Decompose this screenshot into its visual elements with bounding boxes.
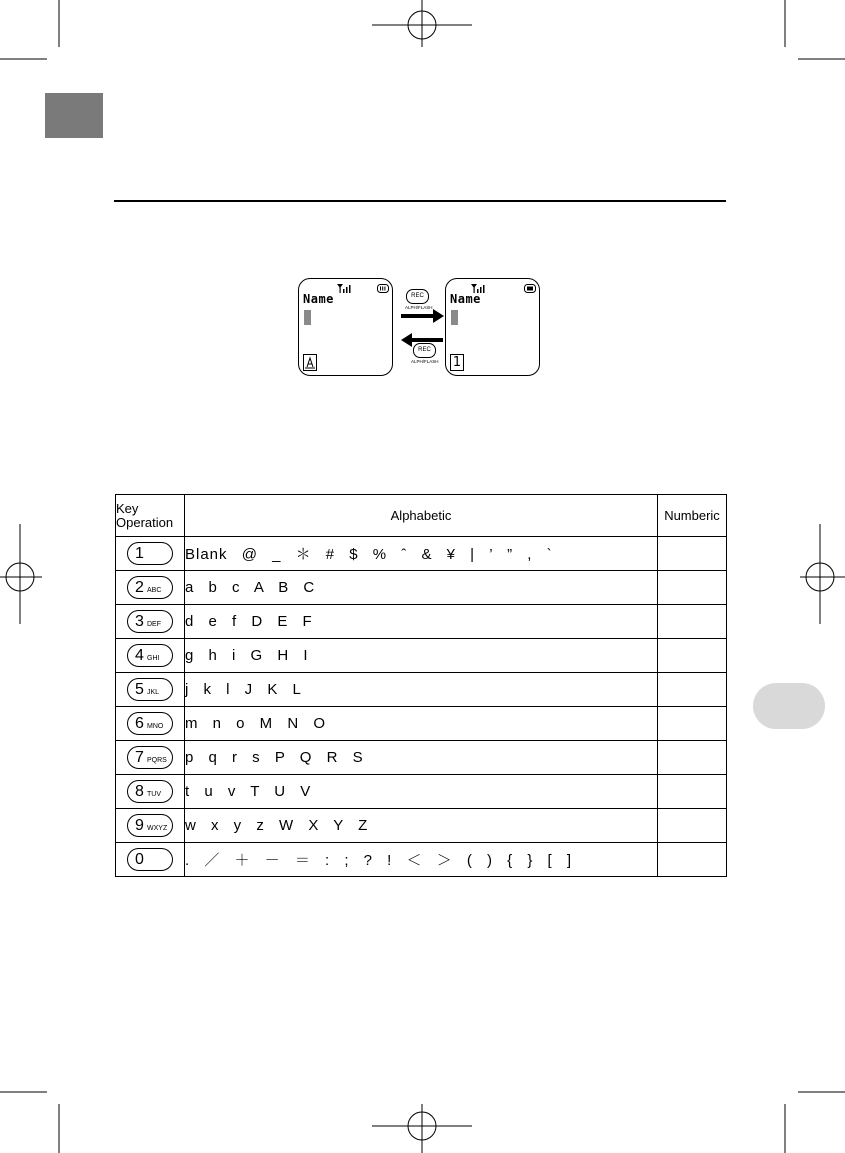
numeric-cell [658, 775, 727, 809]
key-letters: GHI [147, 655, 160, 662]
alphabetic-chars: t u v T U V [185, 775, 658, 809]
key-letters: PQRS [147, 757, 167, 764]
table-row [116, 673, 727, 707]
key-letters: MNO [147, 723, 164, 730]
alphabetic-chars: p q r s P Q R S [185, 741, 658, 775]
chapter-tab [753, 683, 825, 729]
alphabetic-chars: j k l J K L [185, 673, 658, 707]
key-letters: WXYZ [147, 825, 168, 832]
table-row [116, 571, 727, 605]
numeric-cell [658, 809, 727, 843]
key-8-icon [127, 780, 173, 803]
rec-key-sublabel: ALPH/FLASH [411, 359, 439, 364]
alphabetic-chars: m n o M N O [185, 707, 658, 741]
key-6-icon [127, 712, 173, 735]
key-cell [116, 843, 185, 877]
key-digit: 7 [135, 749, 144, 766]
key-letters: ABC [147, 587, 162, 594]
table-header-row [116, 495, 727, 537]
key-cell [116, 605, 185, 639]
rec-key-icon: REC [413, 343, 436, 358]
numeric-cell [658, 571, 727, 605]
key-0-icon [127, 848, 173, 871]
alphabetic-chars: d e f D E F [185, 605, 658, 639]
key-digit: 1 [135, 545, 144, 562]
numeric-cell [658, 843, 727, 877]
key-digit: 5 [135, 681, 144, 698]
key-1-icon [127, 542, 173, 565]
table-row [116, 741, 727, 775]
table-row [116, 605, 727, 639]
alphabetic-chars: a b c A B C [185, 571, 658, 605]
alphabetic-chars: . ／ ＋ － ＝ : ; ? ! ＜ ＞ ( ) { } [ ] [185, 843, 658, 877]
key-7-icon [127, 746, 173, 769]
key-digit: 8 [135, 783, 144, 800]
alphabetic-chars: w x y z W X Y Z [185, 809, 658, 843]
key-cell [116, 639, 185, 673]
table-row [116, 809, 727, 843]
key-digit: 2 [135, 579, 144, 596]
key-9-icon [127, 814, 173, 837]
table-row [116, 639, 727, 673]
numeric-cell [658, 707, 727, 741]
header-alphabetic: Alphabetic [185, 495, 658, 537]
header-key-line2: Operation [116, 514, 174, 530]
header-key-line1: Key [116, 500, 139, 516]
table-row [116, 775, 727, 809]
key-4-icon [127, 644, 173, 667]
key-cell [116, 707, 185, 741]
key-cell [116, 571, 185, 605]
numeric-mode-indicator: 1 [450, 354, 464, 371]
screen-name-label: Name [303, 292, 334, 306]
numeric-cell [658, 537, 727, 571]
arrow-right-icon [433, 309, 444, 323]
header-key-operation [116, 495, 185, 537]
key-2-icon [127, 576, 173, 599]
key-letters: TUV [147, 791, 161, 798]
key-digit: 9 [135, 817, 144, 834]
table-row [116, 843, 727, 877]
screen-name-label: Name [450, 292, 481, 306]
table-row [116, 707, 727, 741]
rec-key-icon: REC [406, 289, 429, 304]
numeric-cell [658, 639, 727, 673]
key-letters: DEF [147, 621, 161, 628]
key-cell [116, 775, 185, 809]
alphabetic-chars: Blank @ _ ＊ # $ % ˆ & ¥ | ’ ” , ` [185, 537, 658, 571]
key-digit: 3 [135, 613, 144, 630]
key-cell [116, 673, 185, 707]
key-cell [116, 809, 185, 843]
key-letters: JKL [147, 689, 160, 696]
key-3-icon [127, 610, 173, 633]
key-5-icon [127, 678, 173, 701]
numeric-cell [658, 741, 727, 775]
numeric-cell [658, 673, 727, 707]
key-cell [116, 741, 185, 775]
rec-key-sublabel: ALPH/FLASH [405, 305, 433, 310]
key-digit: 0 [135, 851, 144, 868]
key-cell [116, 537, 185, 571]
table-row [116, 537, 727, 571]
numeric-cell [658, 605, 727, 639]
key-digit: 4 [135, 647, 144, 664]
key-digit: 6 [135, 715, 144, 732]
character-input-table [115, 494, 727, 877]
arrow-left-icon [401, 333, 412, 347]
alphabetic-chars: g h i G H I [185, 639, 658, 673]
header-numeric: Numberic [658, 495, 727, 537]
